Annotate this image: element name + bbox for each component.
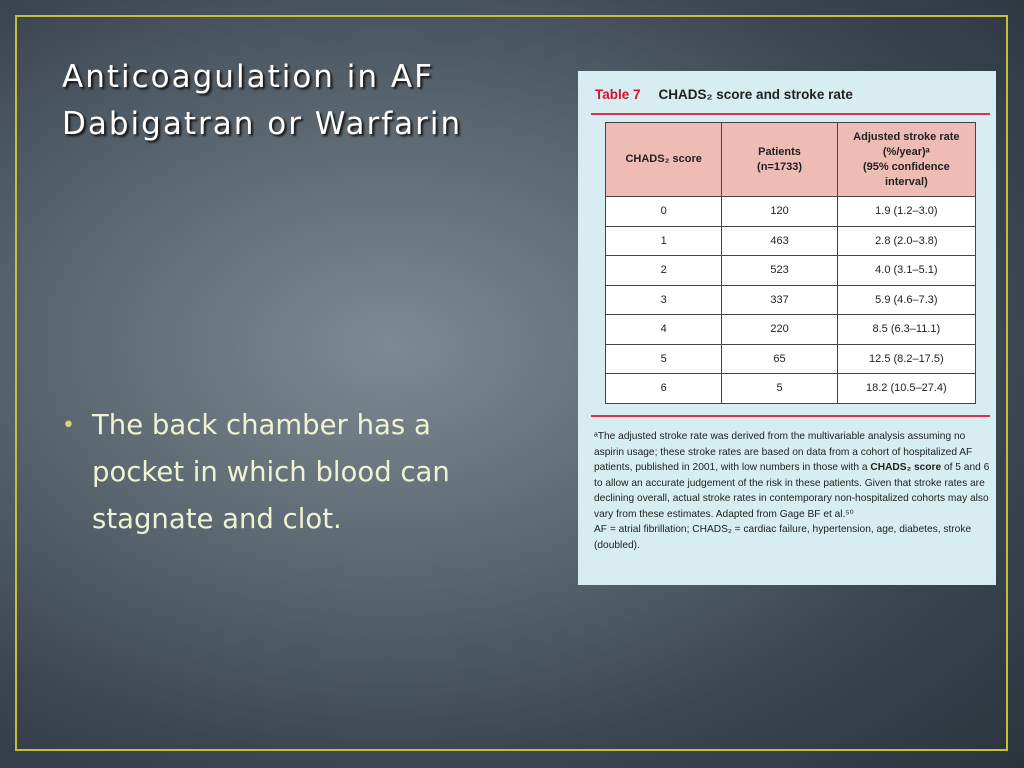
table-header-row xyxy=(606,123,976,197)
cell-score: 0 xyxy=(606,197,722,227)
slide-title-line-1: Anticoagulation in AF xyxy=(62,59,434,95)
table-row xyxy=(606,226,976,256)
cell-rate: 18.2 (10.5–27.4) xyxy=(837,374,975,404)
cell-patients: 120 xyxy=(722,197,837,227)
table-image-panel xyxy=(578,71,996,585)
chads-table xyxy=(605,122,976,404)
cell-rate: 2.8 (2.0–3.8) xyxy=(837,226,975,256)
cell-score: 4 xyxy=(606,315,722,345)
cell-score: 1 xyxy=(606,226,722,256)
slide-title xyxy=(62,54,562,148)
cell-rate: 1.9 (1.2–3.0) xyxy=(837,197,975,227)
cell-score: 3 xyxy=(606,285,722,315)
slide-title-line-2: Dabigatran or Warfarin xyxy=(62,106,463,142)
footnote-bold-term: CHADS₂ score xyxy=(870,462,942,473)
header-patients-line-2: (n=1733) xyxy=(757,160,802,173)
cell-score: 6 xyxy=(606,374,722,404)
cell-rate: 12.5 (8.2–17.5) xyxy=(837,344,975,374)
bullet-item xyxy=(62,402,522,543)
cell-rate: 4.0 (3.1–5.1) xyxy=(837,256,975,286)
table-footnote xyxy=(594,429,992,553)
cell-patients: 220 xyxy=(722,315,837,345)
header-score: CHADS₂ score xyxy=(606,123,722,197)
table-row xyxy=(606,256,976,286)
footnote-paragraph xyxy=(594,429,992,522)
header-rate-line-4: interval) xyxy=(884,175,928,188)
cell-patients: 463 xyxy=(722,226,837,256)
footnote-text-1: ᵃThe adjusted stroke rate was derived from the multivariable analysis assuming no aspirin usage; these stroke rates are based on data from a cohort of hospitalized AF patients, published in 2001, with low numbers in those with a xyxy=(594,431,973,473)
cell-patients: 337 xyxy=(722,285,837,315)
cell-patients: 65 xyxy=(722,344,837,374)
table-caption: CHADS₂ score and stroke rate xyxy=(658,87,853,102)
cell-score: 5 xyxy=(606,344,722,374)
table-row xyxy=(606,344,976,374)
header-patients xyxy=(722,123,837,197)
table-row xyxy=(606,315,976,345)
header-rate-line-2: (%/year)ᵃ xyxy=(882,145,930,158)
header-rate xyxy=(837,123,975,197)
table-heading xyxy=(595,87,853,102)
header-patients-line-1: Patients xyxy=(758,145,801,158)
table-row xyxy=(606,374,976,404)
cell-patients: 523 xyxy=(722,256,837,286)
footnote-abbreviations: AF = atrial fibrillation; CHADS₂ = cardiac failure, hypertension, age, diabetes, stroke (doubled). xyxy=(594,524,972,551)
cell-rate: 5.9 (4.6–7.3) xyxy=(837,285,975,315)
top-rule xyxy=(591,113,990,115)
table-row xyxy=(606,197,976,227)
cell-patients: 5 xyxy=(722,374,837,404)
table-label: Table 7 xyxy=(595,87,641,102)
cell-rate: 8.5 (6.3–11.1) xyxy=(837,315,975,345)
footnote-text-2: of 5 and 6 to allow an accurate judgement of the risk in these patients. Given that stroke rates are declining overall, actual stroke rates in contemporary non-hospitalized cohorts may also vary from these estimates. Adapted from Gage BF et al.⁵⁰ xyxy=(594,462,990,520)
table-row xyxy=(606,285,976,315)
header-rate-line-3: (95% confidence xyxy=(862,160,950,173)
bullet-dot-icon: • xyxy=(62,413,75,438)
header-rate-line-1: Adjusted stroke rate xyxy=(853,130,960,143)
bullet-text: The back chamber has a pocket in which blood can stagnate and clot. xyxy=(92,409,450,535)
cell-score: 2 xyxy=(606,256,722,286)
bottom-rule xyxy=(591,415,990,417)
